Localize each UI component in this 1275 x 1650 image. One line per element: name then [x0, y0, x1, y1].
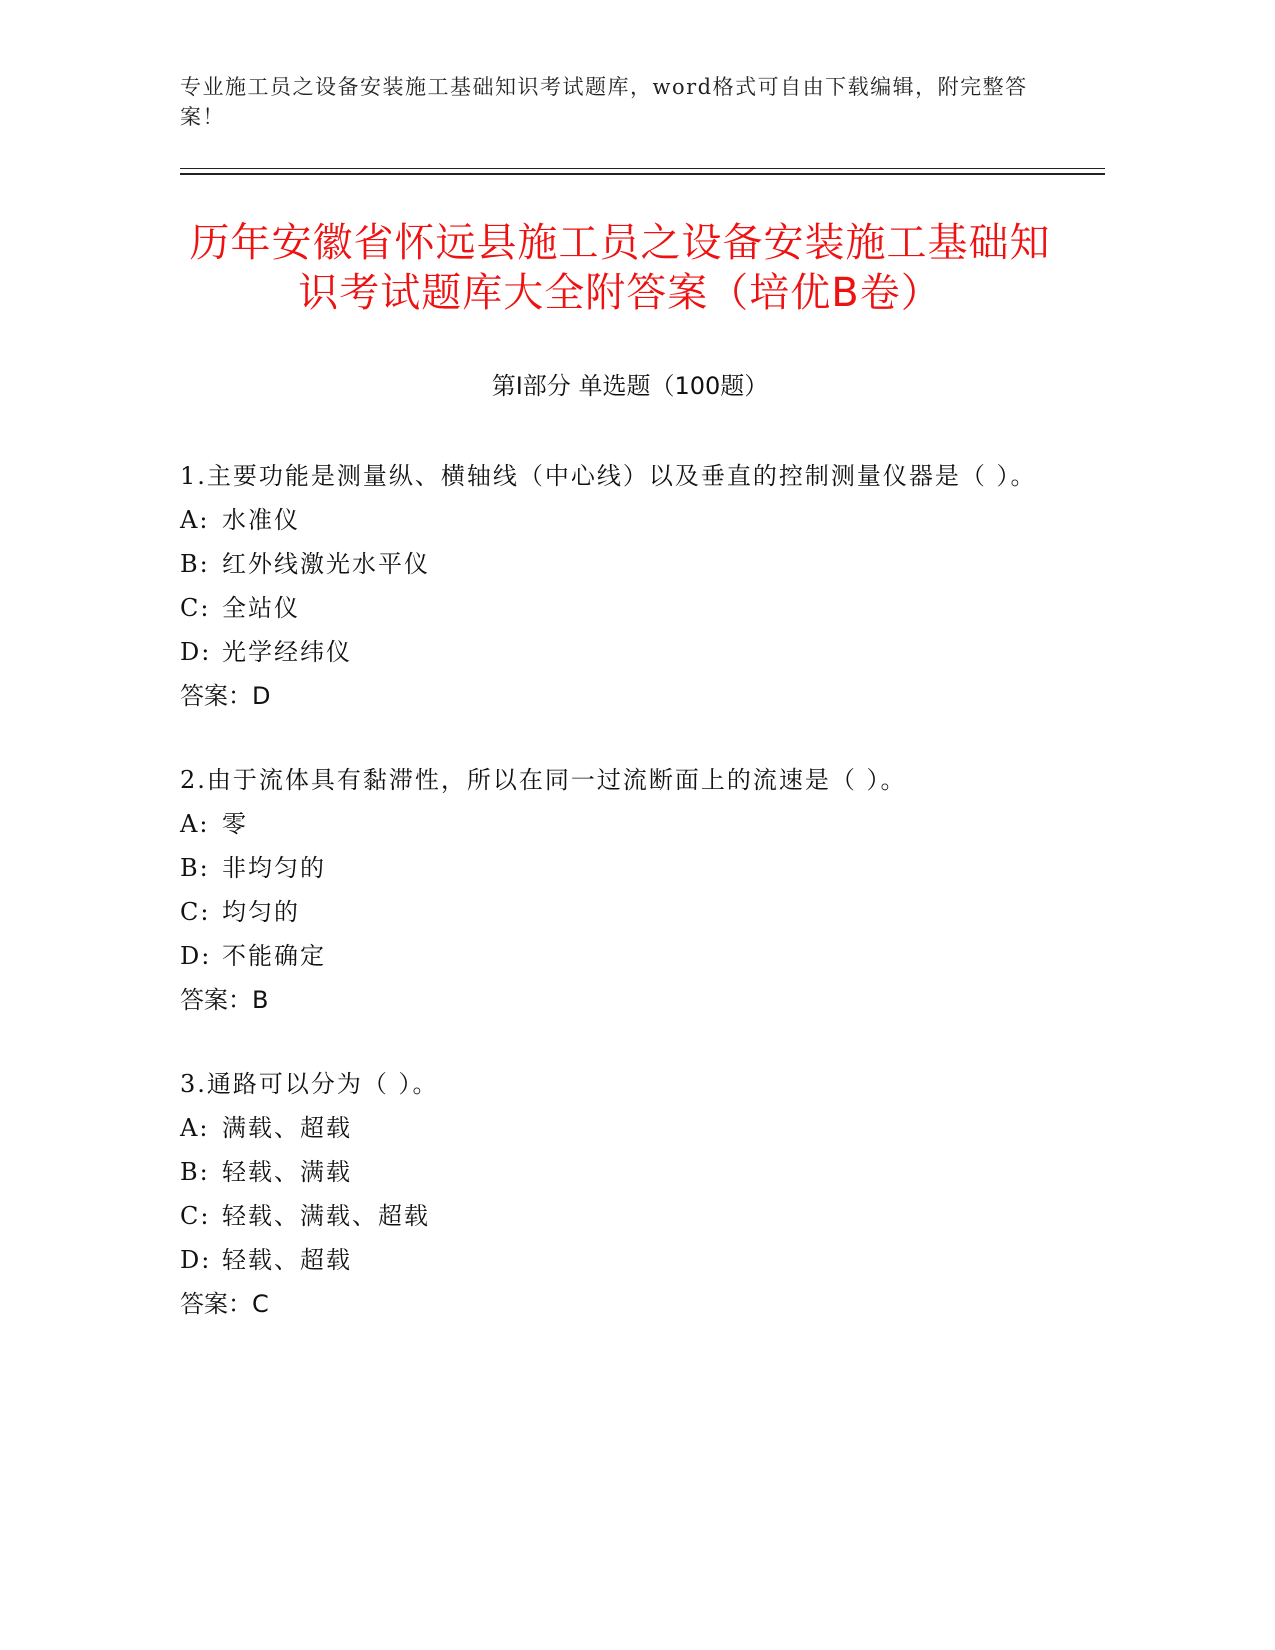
- question-stem: 1.主要功能是测量纵、横轴线（中心线）以及垂直的控制测量仪器是（ ）。: [180, 462, 1037, 490]
- option-text: 均匀的: [222, 898, 300, 926]
- header-note: 专业施工员之设备安装施工基础知识考试题库，word格式可自由下载编辑，附完整答案！: [180, 75, 1028, 129]
- section-heading: 第Ⅰ部分 单选题（100题）: [491, 372, 769, 400]
- option-text: 轻载、满载、超载: [222, 1202, 430, 1230]
- question-2: [180, 758, 1080, 1022]
- option-d: [180, 630, 1080, 674]
- option-letter: C:: [180, 1202, 211, 1230]
- option-text: 光学经纬仪: [222, 638, 352, 666]
- option-text: 红外线激光水平仪: [222, 550, 430, 578]
- option-c: [180, 890, 1080, 934]
- option-b: [180, 846, 1080, 890]
- option-text: 轻载、超载: [222, 1246, 352, 1274]
- option-d: [180, 934, 1080, 978]
- option-letter: A:: [180, 1114, 210, 1142]
- option-c: [180, 1194, 1080, 1238]
- option-text: 零: [222, 810, 248, 838]
- option-c: [180, 586, 1080, 630]
- answer-line: 答案：D: [180, 682, 271, 710]
- question-1: [180, 454, 1080, 718]
- question-stem: 3.通路可以分为（ ）。: [180, 1070, 439, 1098]
- option-a: [180, 1106, 1080, 1150]
- option-text: 轻载、满载: [222, 1158, 352, 1186]
- answer-line: 答案：B: [180, 986, 269, 1014]
- option-text: 水准仪: [222, 506, 300, 534]
- option-letter: B:: [180, 854, 210, 882]
- question-list: [180, 454, 1080, 1366]
- option-letter: B:: [180, 550, 210, 578]
- option-letter: C:: [180, 898, 211, 926]
- option-letter: D:: [180, 1246, 212, 1274]
- option-a: [180, 498, 1080, 542]
- question-3: [180, 1062, 1080, 1326]
- option-letter: C:: [180, 594, 211, 622]
- document-title: 历年安徽省怀远县施工员之设备安装施工基础知识考试题库大全附答案（培优B卷）: [189, 220, 1051, 316]
- header-rule-thin: [180, 168, 1105, 169]
- option-d: [180, 1238, 1080, 1282]
- option-letter: A:: [180, 810, 210, 838]
- option-letter: B:: [180, 1158, 210, 1186]
- option-text: 全站仪: [222, 594, 300, 622]
- option-b: [180, 1150, 1080, 1194]
- option-letter: D:: [180, 638, 212, 666]
- option-text: 非均匀的: [222, 854, 326, 882]
- option-a: [180, 802, 1080, 846]
- option-text: 满载、超载: [222, 1114, 352, 1142]
- option-b: [180, 542, 1080, 586]
- option-text: 不能确定: [222, 942, 326, 970]
- header-rule-thick: [180, 173, 1105, 175]
- option-letter: D:: [180, 942, 212, 970]
- answer-line: 答案：C: [180, 1290, 269, 1318]
- option-letter: A:: [180, 506, 210, 534]
- question-stem: 2.由于流体具有黏滞性，所以在同一过流断面上的流速是（ ）。: [180, 766, 907, 794]
